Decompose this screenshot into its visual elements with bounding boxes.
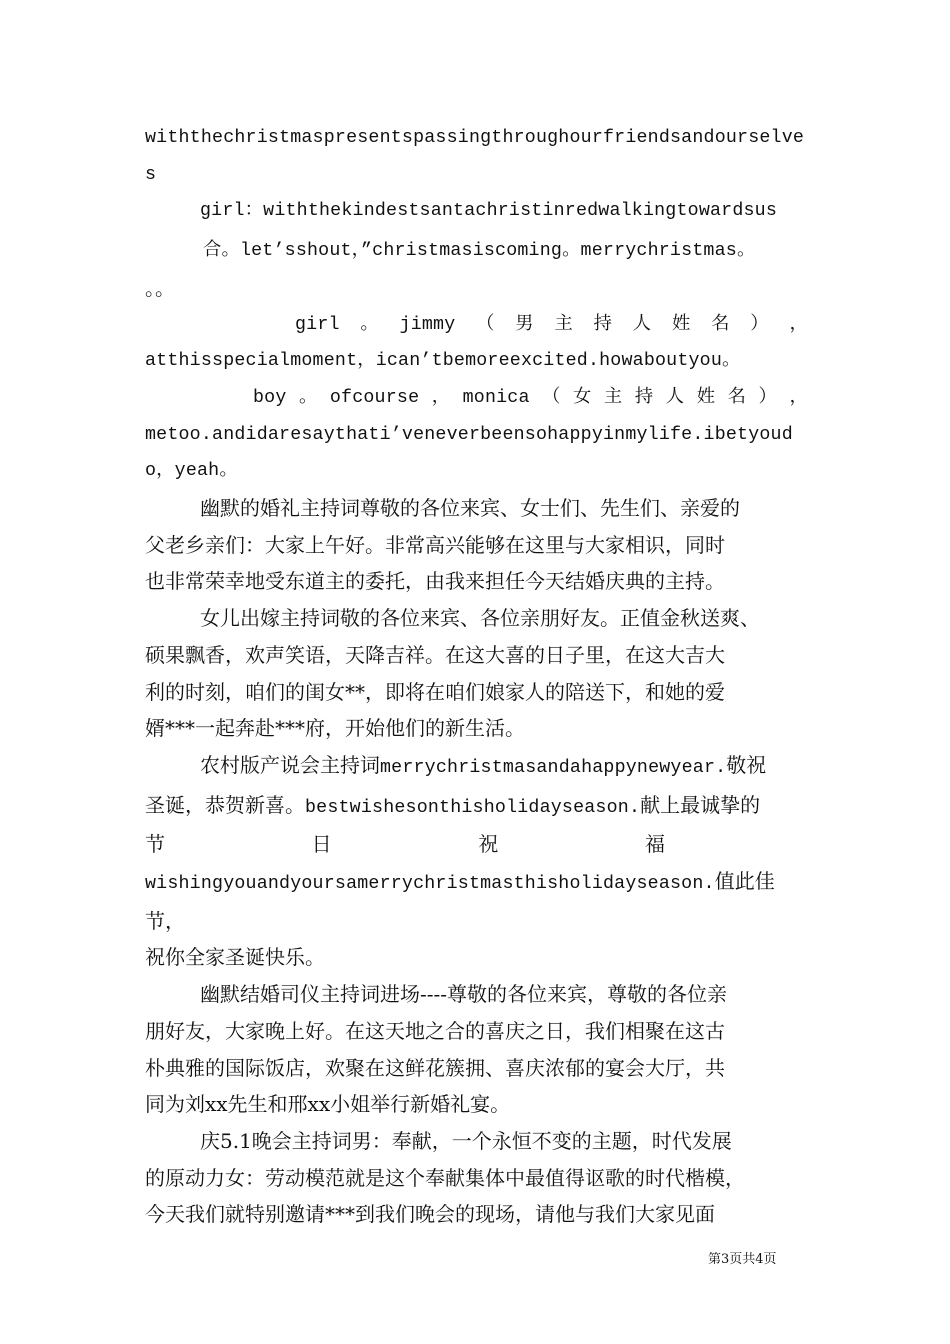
spread-token: 福 [644, 832, 665, 857]
role-token: 持 [593, 314, 613, 335]
role-token: ， [431, 387, 451, 408]
text-span: wishingyouandyoursamerrychristmasthisholidayseason. [145, 874, 715, 895]
role-token: girl [295, 314, 340, 335]
role-token: 人 [665, 387, 685, 408]
spread-token: 祝 [478, 832, 499, 857]
paragraph-line [145, 787, 808, 827]
role-token: 女 [573, 387, 592, 408]
text-span: 献上最诚挚的 [640, 792, 761, 817]
text-span: 敬祝 [726, 752, 767, 777]
paragraph-line: 朋好友，大家晚上好。在这天地之合的喜庆之日，我们相聚在这古 [145, 1018, 725, 1043]
role-token: ） [750, 314, 769, 335]
role-token: （ [476, 314, 495, 335]
role-token: 主 [554, 314, 573, 335]
text-line: o，yeah。 [145, 461, 238, 482]
role-token: ） [758, 387, 778, 408]
paragraph-line: 幽默结婚司仪主持词进场----尊敬的各位来宾，尊敬的各位亲 [200, 982, 728, 1007]
text-line: atthisspecialmoment，ican’tbemoreexcited.howaboutyou。 [145, 351, 741, 372]
role-token: 主 [603, 387, 623, 408]
role-token: （ [542, 387, 561, 408]
text-line: withthechristmaspresentspassingthroughourfriendsandourselve [145, 128, 805, 148]
text-span: 圣诞，恭贺新喜。 [145, 792, 305, 817]
role-token: 持 [634, 387, 654, 408]
text-line-roles [145, 307, 808, 344]
paragraph-line: 婿***一起奔赴***府，开始他们的新生活。 [145, 716, 525, 741]
text-line [145, 230, 808, 270]
text-line: 。。 [145, 275, 175, 300]
paragraph-line: 庆5.1晚会主持词男：奉献，一个永恒不变的主题，时代发展 [200, 1128, 732, 1153]
document-page [145, 120, 808, 1233]
paragraph-line: 同为刘xx先生和邢xx小姐举行新婚礼宴。 [145, 1092, 511, 1117]
text-span: 农村版产说会主持词 [200, 752, 380, 777]
spread-token: 日 [311, 832, 332, 857]
role-token: 姓 [696, 387, 716, 408]
text-line: metoo.andidaresaythati’veneverbeensohappyinmylife.ibetyoud [145, 424, 793, 445]
paragraph-line: 女儿出嫁主持词敬的各位来宾、各位亲朋好友。正值金秋送爽、 [200, 606, 760, 631]
text-line: s [145, 164, 157, 185]
role-token: 姓 [671, 314, 691, 335]
role-token: ofcourse [329, 387, 420, 408]
text-line-roles [145, 380, 808, 417]
text-line: girl：withthekindestsantachristinredwalkingtowardsus [200, 201, 778, 222]
role-token: 男 [515, 314, 534, 335]
spread-token: 节 [145, 832, 165, 857]
role-token: ， [789, 387, 808, 408]
paragraph-line: 幽默的婚礼主持词尊敬的各位来宾、女士们、先生们、亲爱的 [200, 496, 740, 521]
paragraph-line [145, 747, 808, 787]
role-token: 名 [711, 314, 730, 335]
role-token: ， [789, 314, 808, 335]
paragraph-line: 利的时刻，咱们的闺女**，即将在咱们娘家人的陪送下，和她的爱 [145, 679, 725, 704]
text-span: merrychristmasandahappynewyear. [380, 757, 727, 778]
role-token: monica [462, 387, 530, 408]
text-span: bestwishesonthisholidayseason. [305, 797, 641, 818]
paragraph-line: 硕果飘香，欢声笑语，天降吉祥。在这大喜的日子里，在这大吉大 [145, 642, 725, 667]
paragraph-line-spread [145, 826, 808, 863]
text-span: 合。let’sshout，”christmasiscoming。merrychristmas。 [203, 241, 756, 262]
role-token: 。 [360, 314, 379, 335]
paragraph-line [145, 863, 808, 939]
paragraph-line: 也非常荣幸地受东道主的委托，由我来担任今天结婚庆典的主持。 [145, 569, 725, 594]
role-token: boy [253, 387, 287, 408]
paragraph-line: 今天我们就特别邀请***到我们晚会的现场，请他与我们大家见面 [145, 1202, 715, 1227]
role-token: 人 [632, 314, 652, 335]
paragraph-line: 父老乡亲们：大家上午好。非常高兴能够在这里与大家相识，同时 [145, 532, 725, 557]
text-span: 值此佳节， [145, 869, 775, 933]
paragraph-line: 朴典雅的国际饭店，欢聚在这鲜花簇拥、喜庆浓郁的宴会大厅，共 [145, 1055, 725, 1080]
role-token: 名 [727, 387, 747, 408]
page-footer: 第3页共4页 [708, 1252, 777, 1267]
paragraph-line: 的原动力女：劳动模范就是这个奉献集体中最值得讴歌的时代楷模， [145, 1165, 745, 1190]
role-token: jimmy [399, 314, 456, 335]
role-token: 。 [298, 387, 318, 408]
paragraph-line: 祝你全家圣诞快乐。 [145, 945, 325, 970]
